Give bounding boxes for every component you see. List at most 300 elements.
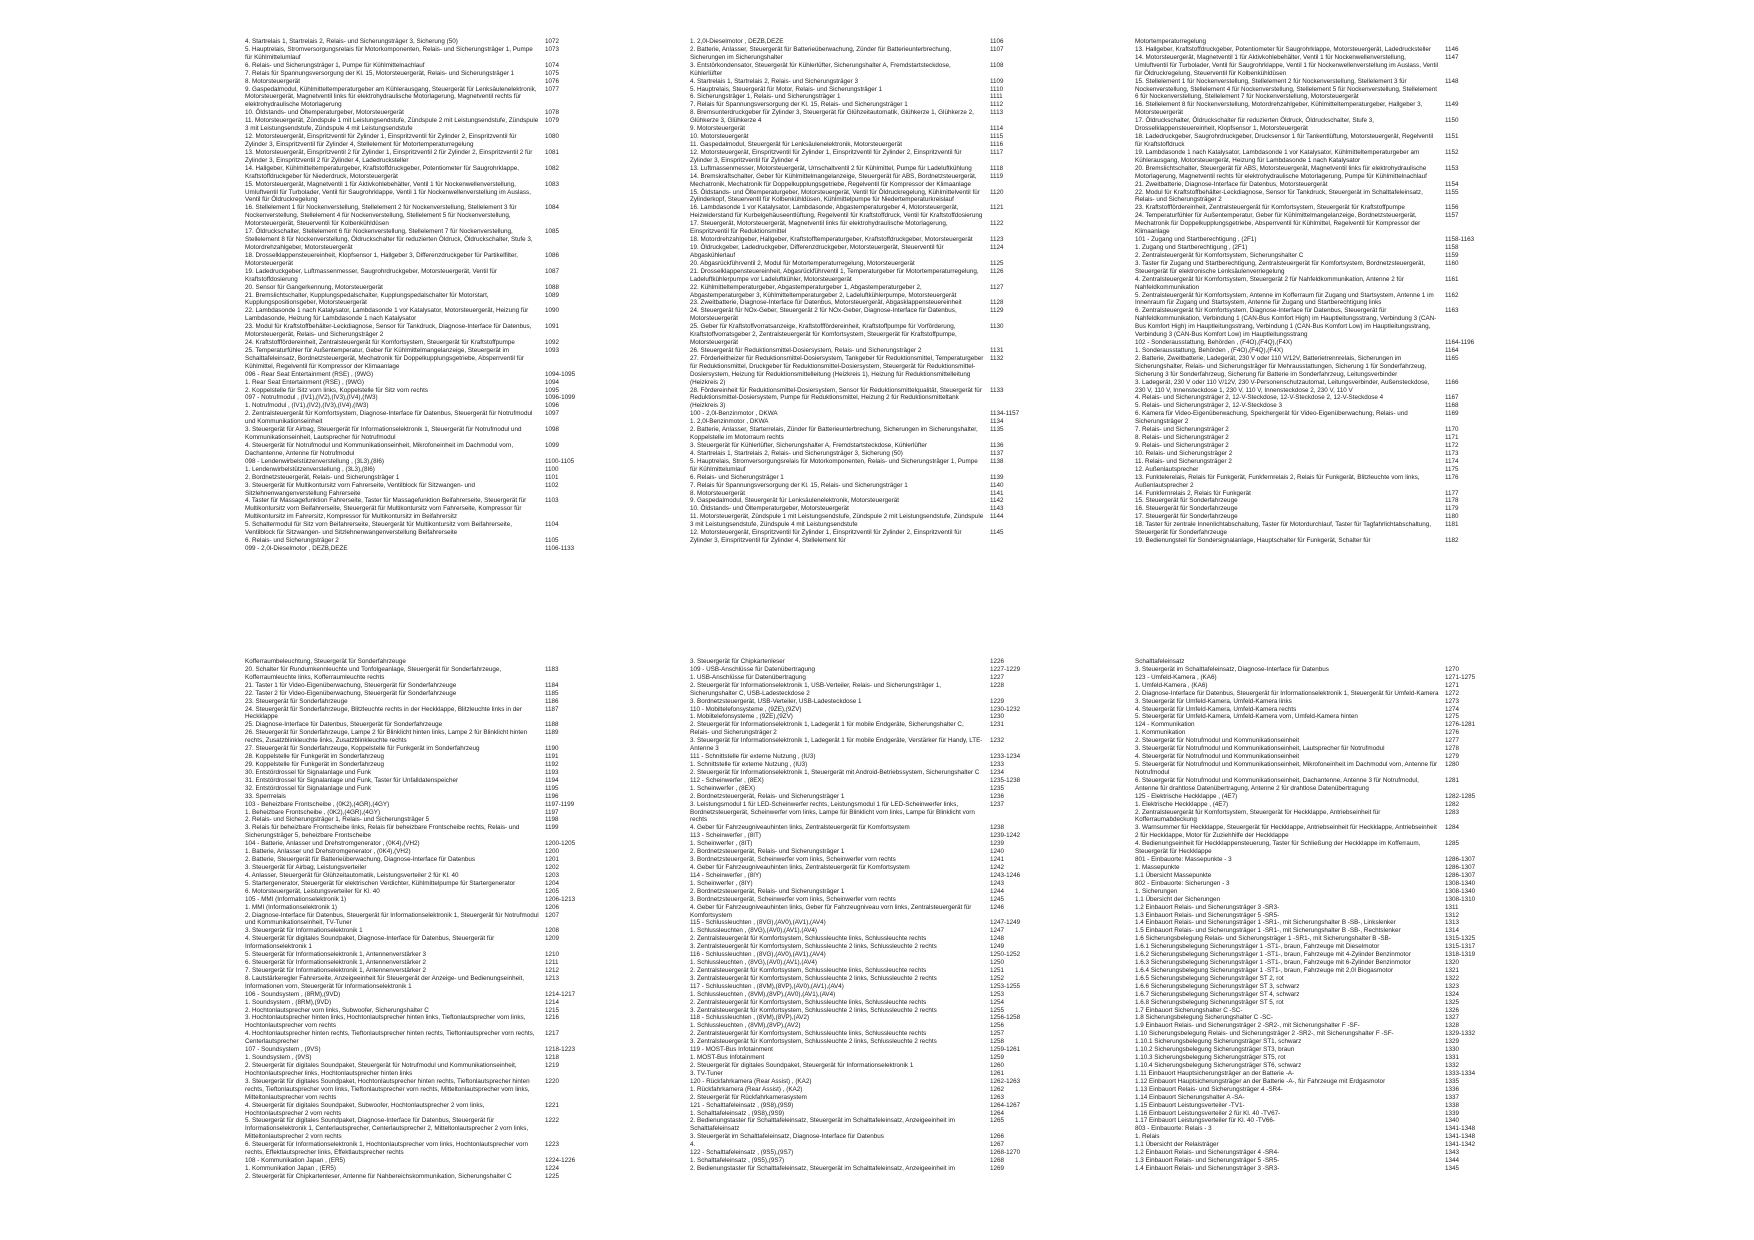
toc-entry[interactable] — [245, 698, 585, 706]
toc-entry[interactable] — [690, 1133, 1030, 1141]
toc-entry[interactable] — [1135, 355, 1485, 379]
toc-entry[interactable] — [690, 93, 1030, 101]
toc-entry[interactable] — [690, 173, 1030, 189]
toc-entry[interactable] — [1135, 54, 1485, 78]
toc-entry[interactable] — [245, 62, 585, 70]
toc-entry[interactable] — [690, 1086, 1030, 1094]
toc-entry[interactable] — [690, 769, 1030, 777]
toc-entry-title: 2. Batterie, Steuergerät für Batterieüberwachung, Diagnose-Interface für Datenbus — [245, 856, 475, 864]
toc-entry[interactable] — [245, 537, 585, 545]
toc-entry[interactable] — [1135, 975, 1485, 983]
toc-entry[interactable] — [690, 1110, 1030, 1118]
toc-entry-title: 6. Steuergerät für Notrufmodul und Kommunikationseinheit, Dachantenne, Antenne 3 für Notrufmodul, Antenne für drahtlose Datenübertragung, Antenne 2 für drahtlose Datenübertragung — [1135, 776, 1419, 792]
toc-entry[interactable] — [1135, 912, 1485, 920]
toc-entry[interactable] — [245, 339, 585, 347]
toc-entry[interactable] — [690, 458, 1030, 474]
toc-entry[interactable] — [690, 951, 1030, 959]
toc-entry[interactable] — [245, 86, 585, 110]
toc-entry[interactable] — [690, 220, 1030, 236]
toc-entry[interactable] — [245, 1054, 585, 1062]
toc-entry[interactable] — [1135, 402, 1485, 410]
toc-entry[interactable] — [1135, 276, 1485, 292]
toc-entry[interactable] — [1135, 133, 1485, 149]
toc-entry[interactable] — [245, 888, 585, 896]
toc-entry[interactable] — [245, 1173, 585, 1181]
toc-entry[interactable] — [1135, 729, 1485, 737]
toc-entry[interactable] — [1135, 292, 1485, 308]
toc-entry[interactable] — [690, 1046, 1030, 1054]
toc-entry[interactable] — [1135, 1125, 1485, 1133]
toc-entry[interactable] — [245, 904, 585, 912]
toc-entry[interactable] — [690, 832, 1030, 840]
toc-entry[interactable] — [690, 967, 1030, 975]
toc-entry[interactable] — [690, 658, 1030, 666]
toc-entry[interactable] — [1135, 149, 1485, 165]
toc-entry[interactable] — [245, 347, 585, 371]
toc-entry[interactable] — [245, 482, 585, 498]
toc-entry[interactable] — [245, 117, 585, 133]
toc-entry[interactable] — [1135, 967, 1485, 975]
toc-entry[interactable] — [245, 379, 585, 387]
toc-entry[interactable] — [690, 1038, 1030, 1046]
toc-entry[interactable] — [690, 46, 1030, 62]
toc-entry[interactable] — [1135, 840, 1485, 856]
toc-entry[interactable] — [1135, 442, 1485, 450]
toc-entry[interactable] — [690, 347, 1030, 355]
toc-entry[interactable] — [245, 70, 585, 78]
toc-entry[interactable] — [1135, 347, 1485, 355]
toc-entry[interactable] — [245, 761, 585, 769]
toc-entry[interactable] — [690, 666, 1030, 674]
toc-entry[interactable] — [690, 1141, 1030, 1149]
toc-entry[interactable] — [690, 872, 1030, 880]
toc-entry[interactable] — [245, 721, 585, 729]
toc-entry[interactable] — [1135, 474, 1485, 490]
toc-entry[interactable] — [690, 149, 1030, 165]
toc-entry[interactable] — [690, 133, 1030, 141]
toc-entry[interactable] — [245, 292, 585, 308]
toc-entry[interactable] — [1135, 872, 1485, 880]
toc-entry[interactable] — [1135, 943, 1485, 951]
toc-entry[interactable] — [690, 1014, 1030, 1022]
toc-entry[interactable] — [1135, 394, 1485, 402]
toc-entry[interactable] — [690, 1094, 1030, 1102]
toc-entry[interactable] — [1135, 682, 1485, 690]
toc-entry[interactable] — [245, 777, 585, 785]
toc-entry[interactable] — [245, 1030, 585, 1046]
toc-entry[interactable] — [1135, 801, 1485, 809]
toc-entry[interactable] — [245, 809, 585, 817]
toc-entry[interactable] — [1135, 809, 1485, 825]
toc-entry[interactable] — [1135, 1062, 1485, 1070]
toc-entry[interactable] — [245, 975, 585, 991]
toc-entry-title: 1. Mobiltelefonsysteme , (9ZE),(9ZV) — [690, 713, 793, 721]
toc-entry-title: 25. Diagnose-Interface für Datenbus, Steuergerät für Sonderfahrzeuge — [245, 721, 443, 729]
toc-entry[interactable] — [690, 856, 1030, 864]
toc-entry[interactable] — [690, 824, 1030, 832]
toc-entry[interactable] — [245, 1157, 585, 1165]
toc-entry[interactable] — [1135, 1046, 1485, 1054]
toc-entry[interactable] — [690, 260, 1030, 268]
toc-entry[interactable] — [245, 848, 585, 856]
toc-entry[interactable] — [690, 141, 1030, 149]
toc-entry[interactable] — [245, 252, 585, 268]
toc-entry[interactable] — [1135, 1141, 1485, 1149]
toc-entry[interactable] — [690, 1078, 1030, 1086]
toc-entry[interactable] — [1135, 38, 1485, 46]
toc-entry[interactable] — [245, 872, 585, 880]
toc-entry[interactable] — [1135, 1022, 1485, 1030]
toc-entry[interactable] — [1135, 745, 1485, 753]
toc-entry[interactable] — [245, 466, 585, 474]
toc-entry[interactable] — [1135, 260, 1485, 276]
toc-entry[interactable] — [690, 78, 1030, 86]
toc-entry[interactable] — [245, 864, 585, 872]
toc-entry[interactable] — [690, 86, 1030, 94]
toc-entry[interactable] — [690, 109, 1030, 125]
toc-entry[interactable] — [690, 284, 1030, 300]
toc-entry[interactable] — [1135, 1054, 1485, 1062]
toc-entry[interactable] — [1135, 307, 1485, 339]
toc-entry[interactable] — [690, 927, 1030, 935]
toc-entry[interactable] — [1135, 880, 1485, 888]
toc-entry[interactable] — [690, 943, 1030, 951]
toc-entry[interactable] — [690, 323, 1030, 347]
toc-entry[interactable] — [245, 371, 585, 379]
toc-entry[interactable] — [245, 165, 585, 181]
toc-entry[interactable] — [690, 991, 1030, 999]
toc-entry[interactable] — [1135, 236, 1485, 244]
toc-entry[interactable] — [1135, 244, 1485, 252]
toc-entry[interactable] — [1135, 497, 1485, 505]
toc-entry[interactable] — [1135, 864, 1485, 872]
toc-entry[interactable] — [1135, 204, 1485, 212]
toc-entry[interactable] — [1135, 1070, 1485, 1078]
toc-entry[interactable] — [1135, 713, 1485, 721]
toc-entry[interactable] — [245, 927, 585, 935]
toc-entry[interactable] — [1135, 181, 1485, 189]
toc-entry[interactable] — [1135, 1078, 1485, 1086]
toc-entry[interactable] — [245, 474, 585, 482]
toc-entry[interactable] — [245, 1078, 585, 1102]
toc-entry[interactable] — [690, 721, 1030, 737]
toc-entry[interactable] — [690, 919, 1030, 927]
toc-entry[interactable] — [690, 62, 1030, 78]
toc-entry[interactable] — [1135, 983, 1485, 991]
toc-entry[interactable] — [245, 745, 585, 753]
toc-entry[interactable] — [690, 1062, 1030, 1070]
toc-entry[interactable] — [1135, 721, 1485, 729]
toc-entry[interactable] — [1135, 339, 1485, 347]
toc-entry[interactable] — [690, 482, 1030, 490]
toc-entry[interactable] — [1135, 466, 1485, 474]
toc-entry[interactable] — [690, 959, 1030, 967]
toc-entry[interactable] — [1135, 490, 1485, 498]
toc-entry[interactable] — [245, 268, 585, 284]
toc-entry[interactable] — [690, 387, 1030, 411]
toc-entry[interactable] — [1135, 658, 1485, 666]
toc-entry[interactable] — [245, 521, 585, 537]
toc-entry[interactable] — [245, 999, 585, 1007]
toc-entry[interactable] — [690, 355, 1030, 387]
toc-entry[interactable] — [690, 935, 1030, 943]
toc-entry[interactable] — [690, 1030, 1030, 1038]
toc-entry[interactable] — [245, 204, 585, 228]
toc-entry[interactable] — [1135, 117, 1485, 133]
toc-entry[interactable] — [245, 769, 585, 777]
toc-entry[interactable] — [1135, 737, 1485, 745]
toc-entry[interactable] — [690, 1157, 1030, 1165]
toc-entry[interactable] — [1135, 1157, 1485, 1165]
toc-entry-title: 125 - Elektrische Heckklappe , (4E7) — [1135, 792, 1238, 800]
toc-entry[interactable] — [245, 38, 585, 46]
toc-entry[interactable] — [1135, 1165, 1485, 1173]
toc-entry[interactable] — [690, 426, 1030, 442]
toc-entry[interactable] — [690, 840, 1030, 848]
toc-entry[interactable] — [690, 904, 1030, 920]
toc-entry[interactable] — [1135, 189, 1485, 205]
toc-entry[interactable] — [690, 101, 1030, 109]
toc-entry[interactable] — [245, 706, 585, 722]
toc-entry[interactable] — [690, 713, 1030, 721]
toc-entry[interactable] — [1135, 212, 1485, 236]
toc-entry[interactable] — [1135, 78, 1485, 102]
toc-entry[interactable] — [1135, 1117, 1485, 1125]
toc-entry[interactable] — [690, 698, 1030, 706]
toc-entry[interactable] — [245, 690, 585, 698]
toc-entry[interactable] — [1135, 101, 1485, 117]
toc-entry[interactable] — [245, 912, 585, 928]
toc-entry[interactable] — [690, 896, 1030, 904]
toc-entry[interactable] — [245, 46, 585, 62]
toc-entry[interactable] — [690, 442, 1030, 450]
toc-entry[interactable] — [1135, 706, 1485, 714]
toc-entry[interactable] — [245, 458, 585, 466]
toc-entry[interactable] — [1135, 46, 1485, 54]
toc-entry[interactable] — [245, 951, 585, 959]
toc-entry[interactable] — [245, 959, 585, 967]
toc-entry[interactable] — [1135, 761, 1485, 777]
toc-entry[interactable] — [245, 793, 585, 801]
toc-entry[interactable] — [690, 244, 1030, 260]
toc-entry[interactable] — [690, 777, 1030, 785]
toc-entry-page: 1308-1340 — [1445, 879, 1476, 887]
toc-entry[interactable] — [245, 1102, 585, 1118]
toc-entry[interactable] — [245, 935, 585, 951]
toc-entry[interactable] — [690, 38, 1030, 46]
toc-entry[interactable] — [690, 513, 1030, 529]
toc-entry[interactable] — [690, 189, 1030, 205]
toc-entry[interactable] — [245, 181, 585, 205]
toc-entry[interactable] — [245, 426, 585, 442]
toc-entry[interactable] — [245, 753, 585, 761]
toc-entry[interactable] — [1135, 410, 1485, 426]
toc-entry[interactable] — [245, 307, 585, 323]
toc-entry[interactable] — [690, 236, 1030, 244]
toc-entry[interactable] — [1135, 666, 1485, 674]
toc-entry[interactable] — [1135, 505, 1485, 513]
toc-entry[interactable] — [245, 133, 585, 149]
toc-entry[interactable] — [690, 1149, 1030, 1157]
toc-entry[interactable] — [245, 856, 585, 864]
toc-entry[interactable] — [245, 991, 585, 999]
toc-entry[interactable] — [690, 165, 1030, 173]
toc-entry[interactable] — [690, 1054, 1030, 1062]
toc-entry[interactable] — [690, 975, 1030, 983]
toc-entry[interactable] — [690, 706, 1030, 714]
toc-entry[interactable] — [245, 109, 585, 117]
toc-entry[interactable] — [1135, 698, 1485, 706]
toc-entry[interactable] — [1135, 919, 1485, 927]
toc-entry[interactable] — [245, 1046, 585, 1054]
toc-entry[interactable] — [1135, 690, 1485, 698]
toc-entry[interactable] — [1135, 793, 1485, 801]
toc-entry[interactable] — [245, 785, 585, 793]
toc-entry[interactable] — [1135, 951, 1485, 959]
toc-entry[interactable] — [1135, 856, 1485, 864]
toc-entry[interactable] — [1135, 252, 1485, 260]
toc-entry[interactable] — [1135, 959, 1485, 967]
toc-entry-title: 29. Koppelstelle für Funkgerät im Sonderfahrzeug — [245, 760, 384, 768]
toc-entry[interactable] — [690, 888, 1030, 896]
toc-entry[interactable] — [1135, 991, 1485, 999]
toc-entry[interactable] — [690, 848, 1030, 856]
toc-entry[interactable] — [245, 824, 585, 840]
toc-entry[interactable] — [1135, 927, 1485, 935]
toc-entry[interactable] — [245, 880, 585, 888]
toc-entry-page: 1264-1267 — [990, 1101, 1021, 1109]
toc-entry[interactable] — [1135, 999, 1485, 1007]
toc-entry[interactable] — [1135, 458, 1485, 466]
toc-entry[interactable] — [245, 1062, 585, 1078]
toc-entry[interactable] — [245, 1141, 585, 1157]
toc-entry[interactable] — [245, 658, 585, 666]
toc-entry[interactable] — [245, 284, 585, 292]
toc-entry[interactable] — [690, 268, 1030, 284]
toc-entry[interactable] — [690, 125, 1030, 133]
toc-entry[interactable] — [245, 394, 585, 402]
toc-entry-title: 32. Entstördrossel für Signalanlage und Funk — [245, 784, 372, 792]
toc-entry[interactable] — [245, 801, 585, 809]
toc-entry[interactable] — [1135, 896, 1485, 904]
toc-entry[interactable] — [245, 967, 585, 975]
toc-entry[interactable] — [1135, 450, 1485, 458]
toc-entry[interactable] — [245, 442, 585, 458]
toc-entry[interactable] — [1135, 1110, 1485, 1118]
toc-entry[interactable] — [245, 682, 585, 690]
toc-entry[interactable] — [690, 1022, 1030, 1030]
toc-entry[interactable] — [245, 1117, 585, 1141]
toc-entry[interactable] — [1135, 753, 1485, 761]
toc-entry[interactable] — [690, 1165, 1030, 1173]
toc-entry[interactable] — [690, 1117, 1030, 1133]
toc-entry[interactable] — [1135, 379, 1485, 395]
toc-entry[interactable] — [690, 450, 1030, 458]
toc-entry[interactable] — [690, 674, 1030, 682]
toc-entry[interactable] — [245, 729, 585, 745]
toc-entry[interactable] — [245, 78, 585, 86]
toc-entry[interactable] — [245, 149, 585, 165]
toc-entry[interactable] — [690, 785, 1030, 793]
toc-entry[interactable] — [1135, 521, 1485, 537]
toc-entry[interactable] — [690, 1007, 1030, 1015]
toc-entry[interactable] — [690, 490, 1030, 498]
toc-entry[interactable] — [690, 761, 1030, 769]
toc-entry[interactable] — [690, 737, 1030, 753]
toc-entry[interactable] — [245, 1007, 585, 1015]
toc-entry-page: 1134 — [990, 418, 1004, 426]
toc-entry[interactable] — [1135, 1094, 1485, 1102]
toc-entry[interactable] — [1135, 426, 1485, 434]
toc-entry-page: 1286-1307 — [1445, 871, 1476, 879]
toc-entry[interactable] — [245, 387, 585, 395]
toc-entry[interactable] — [690, 999, 1030, 1007]
toc-entry[interactable] — [245, 545, 585, 553]
toc-entry[interactable] — [690, 529, 1030, 545]
toc-entry[interactable] — [690, 983, 1030, 991]
toc-entry[interactable] — [1135, 165, 1485, 181]
toc-entry[interactable] — [1135, 1149, 1485, 1157]
toc-entry[interactable] — [245, 1014, 585, 1030]
toc-entry[interactable] — [245, 840, 585, 848]
toc-entry[interactable] — [1135, 1030, 1485, 1038]
toc-entry[interactable] — [1135, 1102, 1485, 1110]
toc-entry[interactable] — [245, 402, 585, 410]
toc-entry[interactable] — [690, 474, 1030, 482]
toc-entry[interactable] — [690, 864, 1030, 872]
toc-entry[interactable] — [245, 228, 585, 252]
toc-entry[interactable] — [1135, 888, 1485, 896]
toc-entry[interactable] — [245, 497, 585, 521]
toc-entry-page: 1262 — [990, 1085, 1005, 1093]
toc-entry[interactable] — [1135, 513, 1485, 521]
toc-entry-page: 1343 — [1445, 1149, 1460, 1157]
toc-entry[interactable] — [245, 896, 585, 904]
toc-entry[interactable] — [1135, 434, 1485, 442]
toc-entry[interactable] — [690, 793, 1030, 801]
toc-entry[interactable] — [245, 323, 585, 339]
toc-entry[interactable] — [1135, 1014, 1485, 1022]
toc-entry[interactable] — [1135, 674, 1485, 682]
toc-entry[interactable] — [245, 410, 585, 426]
toc-entry[interactable] — [690, 307, 1030, 323]
toc-entry[interactable] — [690, 505, 1030, 513]
toc-entry[interactable] — [245, 666, 585, 682]
toc-entry-title: 2. Steuergerät für Informationselektronik 1, USB-Verteiler, Relais- und Sicherungsträger 1, Sicherungshalter C, USB-Ladesteckdose 2 — [690, 681, 941, 697]
toc-entry[interactable] — [1135, 537, 1485, 545]
toc-entry-title: 122 - Schalttafeleinsatz , (9S5),(9S7) — [690, 1149, 794, 1157]
toc-entry[interactable] — [1135, 777, 1485, 793]
toc-entry[interactable] — [1135, 1007, 1485, 1015]
toc-entry[interactable] — [1135, 935, 1485, 943]
toc-entry[interactable] — [1135, 1086, 1485, 1094]
toc-entry[interactable] — [1135, 904, 1485, 912]
toc-entry[interactable] — [690, 753, 1030, 761]
toc-entry[interactable] — [690, 410, 1030, 418]
toc-entry[interactable] — [245, 1165, 585, 1173]
toc-entry[interactable] — [690, 1070, 1030, 1078]
toc-entry[interactable] — [690, 1102, 1030, 1110]
toc-entry[interactable] — [690, 204, 1030, 220]
toc-entry[interactable] — [690, 880, 1030, 888]
toc-entry[interactable] — [690, 801, 1030, 825]
toc-entry[interactable] — [1135, 1038, 1485, 1046]
toc-entry[interactable] — [690, 299, 1030, 307]
toc-entry[interactable] — [690, 418, 1030, 426]
toc-entry[interactable] — [1135, 824, 1485, 840]
toc-entry[interactable] — [690, 682, 1030, 698]
toc-entry[interactable] — [245, 816, 585, 824]
